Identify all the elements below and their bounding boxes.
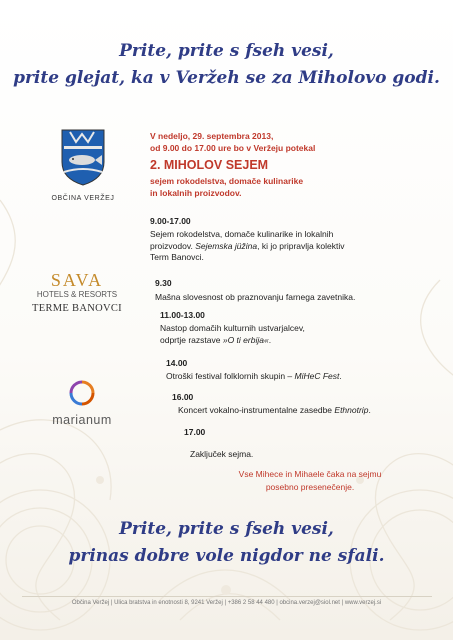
schedule-desc-2: Mašna slovesnost ob praznovanju farnega zavetnika. [155, 292, 356, 302]
event-subtitle-2: in lokalnih proizvodov. [150, 188, 242, 198]
sava-name: SAVA [50, 270, 104, 290]
schedule-desc-1-line-3: Term Banovci. [150, 252, 204, 262]
terme-banovci-label: TERME BANOVCI [32, 303, 122, 314]
schedule-desc-3-end: . [268, 334, 272, 345]
footer-divider [22, 596, 432, 597]
event-subtitle-1: sejem rokodelstva, domače kulinarike [150, 176, 304, 186]
surprise-note [200, 468, 420, 494]
coat-of-arms-icon [60, 128, 106, 186]
marianum-ring-icon [69, 380, 95, 406]
headline-bottom-line-2: prinas dobre vole nigdor ne sfali. [68, 546, 385, 566]
schedule-desc-3 [160, 323, 430, 346]
schedule-time-4: 14.00 [166, 358, 188, 368]
schedule-desc-3-emphasis: »O ti erbija« [222, 334, 269, 345]
schedule-desc-5-text: Koncert vokalno-instrumentalne zasedbe [178, 405, 335, 415]
schedule-time-5: 16.00 [172, 392, 194, 402]
obcina-label: OBČINA VERŽEJ [51, 195, 115, 202]
schedule-desc-6: Zaključek sejma. [190, 449, 254, 459]
schedule-desc-5-emphasis: Ethnotrip [334, 405, 369, 415]
marianum-logo [32, 380, 132, 427]
schedule-desc-1 [150, 229, 430, 264]
schedule-desc-5 [178, 405, 438, 417]
event-header [150, 130, 440, 199]
schedule-desc-3-line-1: Nastop domačih kulturnih ustvarjalcev, [160, 323, 305, 333]
footer-contact: Občina Veržej | Ulica bratstva in enotnosti 8, 9241 Veržej | +386 2 58 44 480 | obcina.verzej@siol.net | www.verzej.si [71, 600, 382, 606]
sava-subtitle: HOTELS & RESORTS [36, 290, 118, 299]
headline-top [0, 38, 453, 92]
event-time: od 9.00 do 17.00 ure bo v Veržeju potekal [150, 143, 316, 153]
surprise-note-line-2: posebno presenečenje. [265, 482, 355, 492]
event-date: V nedeljo, 29. septembra 2013, [150, 131, 274, 141]
sava-logo [22, 271, 132, 316]
schedule-desc-4 [166, 371, 436, 383]
headline-bottom [0, 516, 453, 570]
surprise-note-line-1: Vse Mihece in Mihaele čaka na sejmu [238, 469, 382, 479]
marianum-label: marianum [52, 413, 112, 427]
schedule-time-6: 17.00 [184, 427, 206, 437]
schedule-desc-1-emphasis: Sejemska jüžina [195, 240, 258, 251]
event-title: 2. MIHOLOV SEJEM [150, 158, 269, 172]
schedule-desc-4-text: Otroški festival folklornih skupin – [166, 371, 295, 381]
obcina-verzej-logo [48, 128, 118, 202]
schedule-desc-1-line-2b: , ki jo pripravlja kolektiv [257, 240, 345, 251]
schedule-desc-4-end: . [339, 371, 342, 381]
headline-top-line-1: Prite, prite s fseh vesi, [119, 41, 334, 61]
headline-top-line-2: prite glejat, ka v Veržeh se za Miholovo godi. [13, 68, 440, 88]
schedule-desc-1-line-1: Sejem rokodelstva, domače kulinarike in lokalnih [150, 229, 334, 239]
schedule-desc-4-emphasis: MiHeC Fest [294, 371, 340, 381]
schedule-desc-1-line-2: proizvodov. [150, 240, 196, 251]
headline-bottom-line-1: Prite, prite s fseh vesi, [119, 519, 334, 539]
schedule-time-1: 9.00-17.00 [150, 216, 191, 226]
schedule-time-2: 9.30 [155, 278, 172, 288]
schedule-desc-5-end: . [368, 405, 371, 415]
schedule-time-3: 11.00-13.00 [160, 310, 205, 320]
schedule-desc-3-line-2: odprtje razstave [160, 334, 223, 345]
